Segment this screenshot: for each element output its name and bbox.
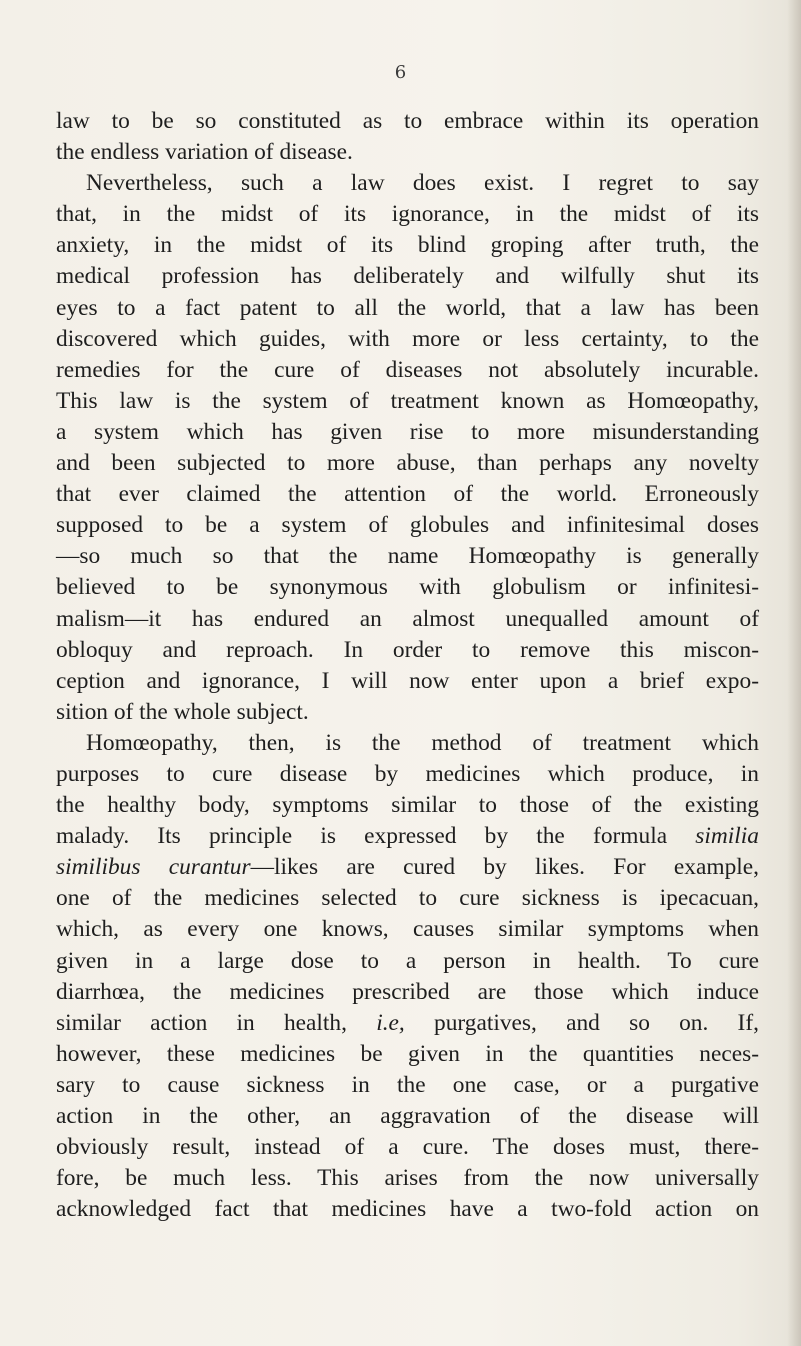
text-segment: malady. Its principle is expressed by the formula: [56, 823, 668, 850]
text-line: —so much so that the name Homœopathy is generally: [56, 543, 759, 570]
text-line: one of the medicines selected to cure sickness is ipecacuan,: [56, 885, 759, 912]
text-line: [56, 852, 759, 883]
text-line: obviously result, instead of a cure. The doses must, there-: [56, 1134, 759, 1161]
page-edge-shadow: [787, 0, 801, 1346]
text-line: diarrhœa, the medicines prescribed are those which induce: [56, 978, 759, 1005]
text-line: ception and ignorance, I will now enter upon a brief expo-: [56, 667, 759, 694]
text-line: [56, 1008, 759, 1039]
text-line: discovered which guides, with more or less certainty, to the: [56, 325, 759, 352]
text-line: action in the other, an aggravation of the disease will: [56, 1103, 759, 1129]
text-line: that, in the midst of its ignorance, in the midst of its: [56, 201, 759, 228]
text-line: remedies for the cure of diseases not absolutely incurable.: [56, 356, 759, 383]
text-line: a system which has given rise to more misunderstanding: [56, 418, 759, 445]
text-line: eyes to a fact patent to all the world, that a law has been: [56, 294, 759, 321]
text-line: the healthy body, symptoms similar to those of the existing: [56, 792, 759, 819]
text-line: malism—it has endured an almost unequalled amount of: [56, 605, 759, 632]
latin-phrase: similia: [695, 823, 759, 850]
text-line: obloquy and reproach. In order to remove this miscon-: [56, 636, 759, 663]
latin-phrase: similibus curantur: [56, 854, 251, 881]
text-line: Homœopathy, then, is the method of treatment which: [86, 729, 759, 756]
text-line: fore, be much less. This arises from the now universally: [56, 1165, 759, 1192]
text-line: [56, 821, 759, 852]
text-line: and been subjected to more abuse, than perhaps any novelty: [56, 450, 759, 477]
text-line: that ever claimed the attention of the world. Erroneously: [56, 481, 759, 508]
text-line: the endless variation of disease.: [56, 139, 353, 166]
text-line: however, these medicines be given in the quantities neces-: [56, 1040, 759, 1067]
text-line: anxiety, in the midst of its blind groping after truth, the: [56, 232, 759, 259]
text-line: which, as every one knows, causes similar symptoms when: [56, 916, 759, 943]
body-text: [56, 106, 759, 1225]
text-segment: similar action in health,: [56, 1009, 347, 1036]
text-line: supposed to be a system of globules and infinitesimal doses: [56, 512, 759, 539]
text-line: acknowledged fact that medicines have a two-fold action on: [56, 1196, 759, 1223]
text-segment: —likes are cured by likes. For example,: [250, 854, 759, 881]
text-line: purposes to cure disease by medicines which produce, in: [56, 760, 759, 787]
text-line: This law is the system of treatment known as Homœopathy,: [56, 387, 759, 414]
text-line: Nevertheless, such a law does exist. I regret to say: [86, 170, 759, 197]
abbreviation: i.e,: [376, 1009, 405, 1036]
text-segment: purgatives, and so on. If,: [434, 1009, 759, 1036]
page-number: 6: [394, 62, 407, 83]
text-line: believed to be synonymous with globulism or infinitesi-: [56, 574, 759, 601]
text-line: given in a large dose to a person in health. To cure: [56, 947, 759, 974]
text-line: medical profession has deliberately and wilfully shut its: [56, 263, 759, 290]
text-line: sary to cause sickness in the one case, or a purgative: [56, 1071, 759, 1098]
text-line: law to be so constituted as to embrace within its operation: [56, 108, 759, 134]
text-line: sition of the whole subject.: [56, 698, 309, 725]
